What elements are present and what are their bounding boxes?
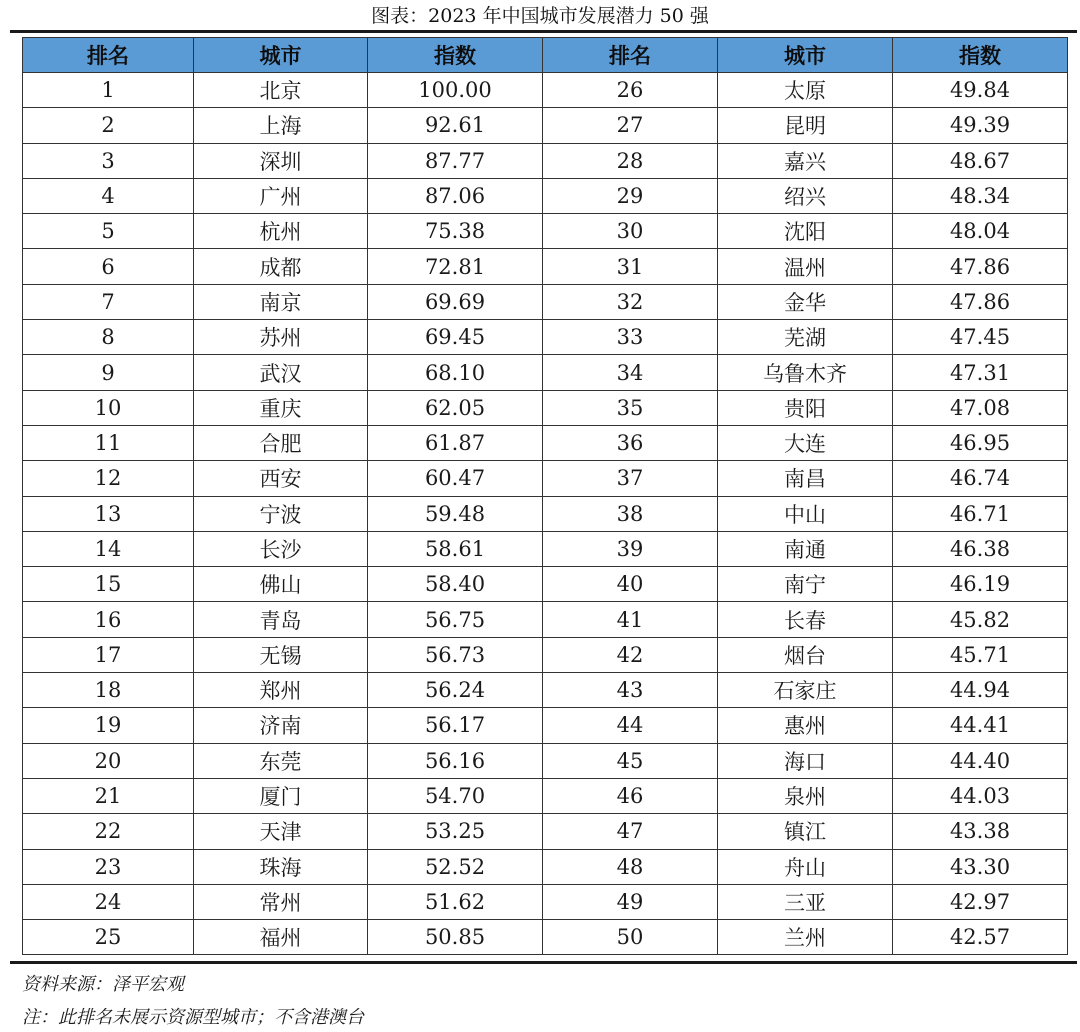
index-cell: 62.05 [368,390,543,425]
table-row [23,884,1068,919]
index-cell: 52.52 [368,849,543,884]
city-cell: 金华 [718,284,893,319]
city-cell: 杭州 [194,214,368,249]
index-cell: 46.71 [893,496,1068,531]
table-row [23,390,1068,425]
index-cell: 60.47 [368,461,543,496]
index-cell: 69.45 [368,320,543,355]
table-row [23,108,1068,143]
table-row [23,673,1068,708]
table-row [23,284,1068,319]
city-cell: 中山 [718,496,893,531]
city-cell: 宁波 [194,496,368,531]
rank-cell: 1 [23,73,194,108]
rank-cell: 11 [23,425,194,460]
index-cell: 48.34 [893,178,1068,213]
city-cell: 广州 [194,178,368,213]
city-cell: 大连 [718,425,893,460]
rank-cell: 16 [23,602,194,637]
index-cell: 46.38 [893,531,1068,566]
city-cell: 南通 [718,531,893,566]
rank-cell: 25 [23,920,194,955]
city-cell: 福州 [194,920,368,955]
city-cell: 乌鲁木齐 [718,355,893,390]
city-cell: 烟台 [718,637,893,672]
index-cell: 56.17 [368,708,543,743]
city-cell: 成都 [194,249,368,284]
city-cell: 合肥 [194,425,368,460]
index-cell: 54.70 [368,778,543,813]
table-row [23,249,1068,284]
city-ranking-table [22,37,1068,955]
rank-cell: 13 [23,496,194,531]
rank-cell: 15 [23,567,194,602]
rank-cell: 17 [23,637,194,672]
rank-cell: 31 [543,249,718,284]
city-cell: 海口 [718,743,893,778]
city-cell: 石家庄 [718,673,893,708]
index-cell: 56.73 [368,637,543,672]
index-cell: 44.40 [893,743,1068,778]
rank-cell: 12 [23,461,194,496]
index-cell: 61.87 [368,425,543,460]
table-caption: 图表：2023 年中国城市发展潜力 50 强 [371,5,709,27]
city-cell: 深圳 [194,143,368,178]
table-row [23,178,1068,213]
index-cell: 47.45 [893,320,1068,355]
index-cell: 75.38 [368,214,543,249]
city-cell: 南宁 [718,567,893,602]
rank-cell: 34 [543,355,718,390]
header-rank-right: 排名 [543,38,718,73]
table-row [23,602,1068,637]
city-cell: 佛山 [194,567,368,602]
index-cell: 59.48 [368,496,543,531]
index-cell: 45.82 [893,602,1068,637]
rank-cell: 33 [543,320,718,355]
rank-cell: 2 [23,108,194,143]
remark-note: 注：此排名未展示资源型城市；不含港澳台 [22,1007,364,1028]
index-cell: 87.77 [368,143,543,178]
index-cell: 42.57 [893,920,1068,955]
header-rank-left: 排名 [23,38,194,73]
city-cell: 南昌 [718,461,893,496]
rank-cell: 43 [543,673,718,708]
index-cell: 100.00 [368,73,543,108]
city-cell: 常州 [194,884,368,919]
city-cell: 三亚 [718,884,893,919]
city-cell: 东莞 [194,743,368,778]
rank-cell: 26 [543,73,718,108]
index-cell: 44.03 [893,778,1068,813]
index-cell: 47.86 [893,284,1068,319]
table-row [23,637,1068,672]
table-row [23,743,1068,778]
rank-cell: 32 [543,284,718,319]
rank-cell: 44 [543,708,718,743]
rank-cell: 39 [543,531,718,566]
index-cell: 46.95 [893,425,1068,460]
rank-cell: 30 [543,214,718,249]
rank-cell: 9 [23,355,194,390]
index-cell: 46.74 [893,461,1068,496]
city-cell: 青岛 [194,602,368,637]
rank-cell: 36 [543,425,718,460]
rank-cell: 8 [23,320,194,355]
rank-cell: 10 [23,390,194,425]
rank-cell: 46 [543,778,718,813]
header-index-right: 指数 [893,38,1068,73]
rank-cell: 23 [23,849,194,884]
rank-cell: 5 [23,214,194,249]
rank-cell: 28 [543,143,718,178]
index-cell: 44.41 [893,708,1068,743]
index-cell: 43.38 [893,814,1068,849]
index-cell: 48.04 [893,214,1068,249]
table-row [23,425,1068,460]
city-cell: 天津 [194,814,368,849]
rank-cell: 42 [543,637,718,672]
rank-cell: 22 [23,814,194,849]
city-cell: 济南 [194,708,368,743]
city-cell: 兰州 [718,920,893,955]
rank-cell: 29 [543,178,718,213]
table-header-row [23,38,1068,73]
city-cell: 长沙 [194,531,368,566]
table-row [23,814,1068,849]
city-cell: 珠海 [194,849,368,884]
city-cell: 嘉兴 [718,143,893,178]
index-cell: 53.25 [368,814,543,849]
rank-cell: 38 [543,496,718,531]
city-cell: 上海 [194,108,368,143]
rank-cell: 14 [23,531,194,566]
table-row [23,920,1068,955]
city-cell: 武汉 [194,355,368,390]
index-cell: 48.67 [893,143,1068,178]
index-cell: 51.62 [368,884,543,919]
rank-cell: 45 [543,743,718,778]
city-cell: 苏州 [194,320,368,355]
city-cell: 沈阳 [718,214,893,249]
city-cell: 厦门 [194,778,368,813]
city-cell: 无锡 [194,637,368,672]
rank-cell: 47 [543,814,718,849]
index-cell: 42.97 [893,884,1068,919]
table-row [23,496,1068,531]
table-row [23,143,1068,178]
city-cell: 温州 [718,249,893,284]
index-cell: 46.19 [893,567,1068,602]
top-rule [10,30,1077,33]
header-city-right: 城市 [718,38,893,73]
rank-cell: 37 [543,461,718,496]
index-cell: 45.71 [893,637,1068,672]
rank-cell: 24 [23,884,194,919]
index-cell: 72.81 [368,249,543,284]
rank-cell: 35 [543,390,718,425]
rank-cell: 19 [23,708,194,743]
table-row [23,849,1068,884]
index-cell: 56.24 [368,673,543,708]
table-row [23,461,1068,496]
city-cell: 贵阳 [718,390,893,425]
city-cell: 郑州 [194,673,368,708]
rank-cell: 48 [543,849,718,884]
table-row [23,320,1068,355]
rank-cell: 6 [23,249,194,284]
table-row [23,214,1068,249]
index-cell: 58.61 [368,531,543,566]
rank-cell: 27 [543,108,718,143]
index-cell: 69.69 [368,284,543,319]
index-cell: 87.06 [368,178,543,213]
city-cell: 重庆 [194,390,368,425]
rank-cell: 50 [543,920,718,955]
city-cell: 镇江 [718,814,893,849]
city-cell: 芜湖 [718,320,893,355]
rank-cell: 49 [543,884,718,919]
rank-cell: 20 [23,743,194,778]
rank-cell: 18 [23,673,194,708]
index-cell: 47.31 [893,355,1068,390]
table-row [23,73,1068,108]
index-cell: 56.16 [368,743,543,778]
table-row [23,355,1068,390]
index-cell: 47.86 [893,249,1068,284]
index-cell: 92.61 [368,108,543,143]
city-cell: 惠州 [718,708,893,743]
index-cell: 68.10 [368,355,543,390]
index-cell: 47.08 [893,390,1068,425]
city-cell: 长春 [718,602,893,637]
rank-cell: 3 [23,143,194,178]
table-row [23,708,1068,743]
index-cell: 58.40 [368,567,543,602]
index-cell: 43.30 [893,849,1068,884]
bottom-rule [10,961,1077,964]
city-cell: 南京 [194,284,368,319]
index-cell: 44.94 [893,673,1068,708]
index-cell: 50.85 [368,920,543,955]
city-cell: 泉州 [718,778,893,813]
table-body [23,73,1068,955]
rank-cell: 4 [23,178,194,213]
city-cell: 北京 [194,73,368,108]
city-cell: 舟山 [718,849,893,884]
table-row [23,778,1068,813]
rank-cell: 21 [23,778,194,813]
city-cell: 太原 [718,73,893,108]
source-note: 资料来源：泽平宏观 [22,974,184,995]
rank-cell: 7 [23,284,194,319]
header-city-left: 城市 [194,38,368,73]
city-cell: 昆明 [718,108,893,143]
city-cell: 西安 [194,461,368,496]
rank-cell: 40 [543,567,718,602]
index-cell: 56.75 [368,602,543,637]
header-index-left: 指数 [368,38,543,73]
index-cell: 49.84 [893,73,1068,108]
index-cell: 49.39 [893,108,1068,143]
city-cell: 绍兴 [718,178,893,213]
table-row [23,531,1068,566]
table-row [23,567,1068,602]
rank-cell: 41 [543,602,718,637]
